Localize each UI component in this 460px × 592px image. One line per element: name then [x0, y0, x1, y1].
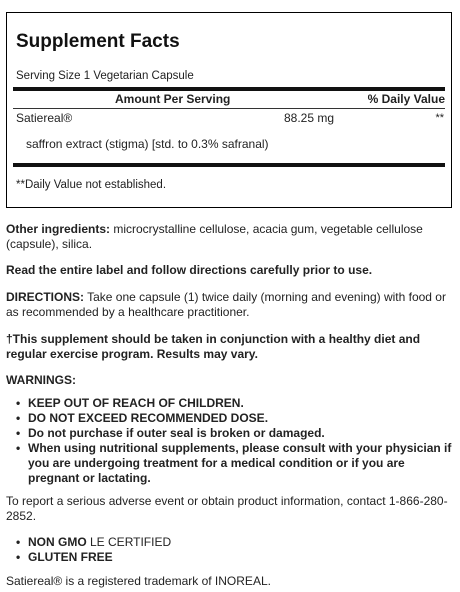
header-daily-value: % Daily Value	[367, 92, 445, 106]
certifications-list	[6, 535, 452, 565]
daily-value-footnote: **Daily Value not established.	[16, 179, 167, 191]
warning-item: • Do not purchase if outer seal is broken or damaged.	[6, 426, 452, 441]
serving-size: Serving Size 1 Vegetarian Capsule	[16, 70, 194, 82]
other-ingredients	[6, 222, 452, 252]
other-ingredients-text: microcrystalline cellulose, acacia gum, vegetable cellulose (capsule), silica.	[6, 222, 423, 251]
ingredient-name: Satiereal®	[16, 111, 73, 125]
certification-non-gmo	[6, 535, 452, 550]
directions-text: Take one capsule (1) twice daily (morning and evening) with food or as recommended by a healthcare practitioner.	[6, 290, 446, 319]
warning-item: • When using nutritional supplements, please consult with your physician if you are undergoing treatment for a medical condition or if you are pregnant or lactating.	[6, 441, 452, 486]
thick-divider	[13, 87, 445, 91]
warning-item: • DO NOT EXCEED RECOMMENDED DOSE.	[6, 411, 452, 426]
warnings-label: WARNINGS:	[6, 373, 76, 387]
directions	[6, 290, 452, 320]
sub-ingredient: saffron extract (stigma) [std. to 0.3% safranal)	[26, 137, 269, 151]
adverse-event-report: To report a serious adverse event or obtain product information, contact 1-866-280-2852.	[6, 494, 448, 523]
thick-divider-bottom	[13, 163, 445, 167]
warnings-list	[6, 396, 452, 486]
warning-item: • KEEP OUT OF REACH OF CHILDREN.	[6, 396, 452, 411]
other-ingredients-label: Other ingredients:	[6, 222, 111, 236]
supplement-facts-panel	[6, 12, 452, 208]
non-gmo-rest: LE CERTIFIED	[86, 535, 172, 549]
ingredient-daily-value: **	[435, 112, 444, 124]
facts-title: Supplement Facts	[16, 31, 180, 52]
non-gmo-bold: NON GMO	[28, 535, 87, 549]
header-amount-per-serving: Amount Per Serving	[115, 92, 231, 106]
ingredient-amount: 88.25 mg	[284, 111, 335, 125]
trademark-notice: Satiereal® is a registered trademark of INOREAL.	[6, 574, 271, 588]
thin-divider	[13, 108, 445, 109]
directions-label: DIRECTIONS:	[6, 290, 84, 304]
certification-gluten-free: • GLUTEN FREE	[6, 550, 452, 565]
disclaimer: †This supplement should be taken in conjunction with a healthy diet and regular exercise program. Results may vary.	[6, 332, 421, 361]
read-label-notice: Read the entire label and follow directions carefully prior to use.	[6, 263, 373, 277]
